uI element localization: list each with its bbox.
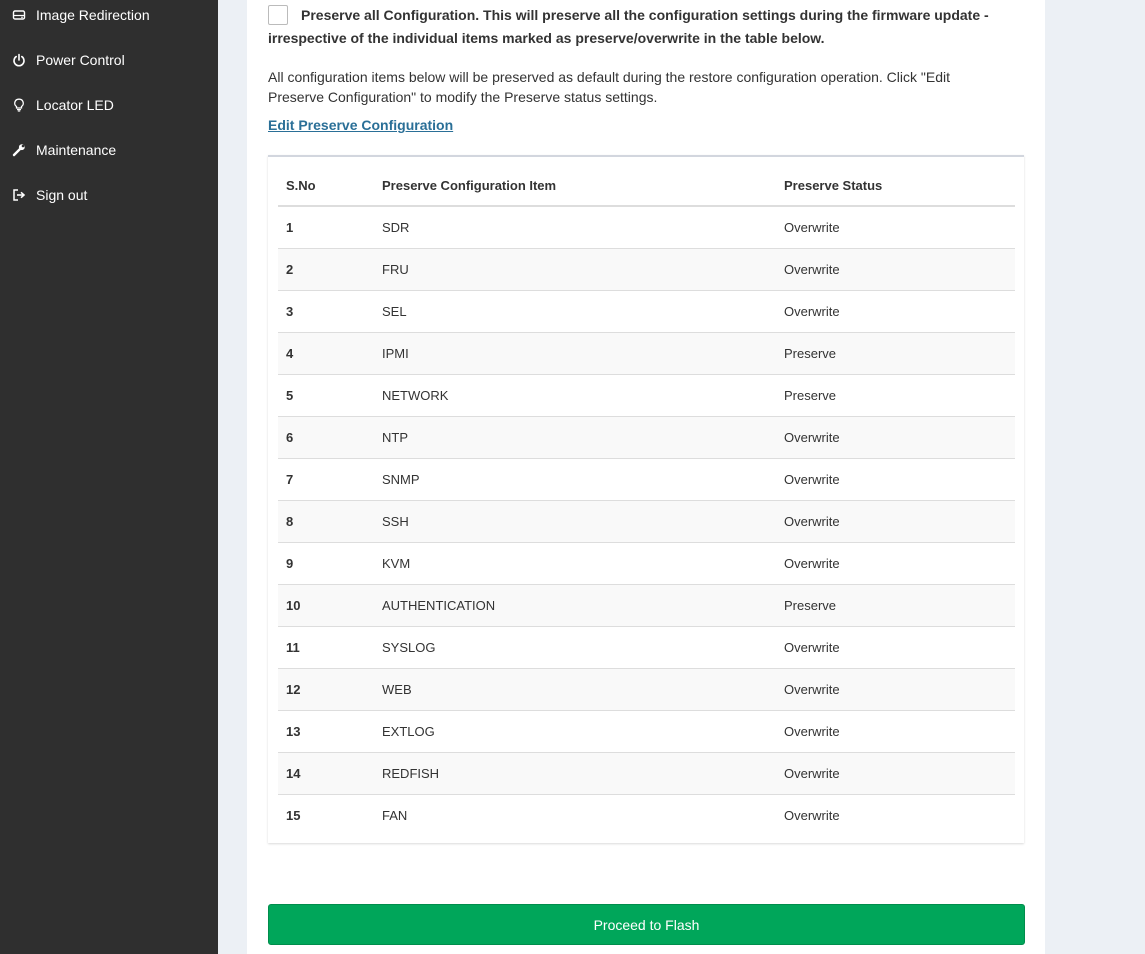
row-sno: 7 [278,459,374,501]
row-item: AUTHENTICATION [374,585,776,627]
lightbulb-icon [12,98,26,112]
hard-drive-icon [12,8,26,22]
table-row [278,375,1015,417]
table-row [278,543,1015,585]
table-row [278,669,1015,711]
row-item: IPMI [374,333,776,375]
row-status: Overwrite [776,417,1015,459]
preserve-all-checkbox[interactable] [268,5,288,25]
edit-preserve-configuration-link[interactable]: Edit Preserve Configuration [268,117,454,133]
row-status: Preserve [776,585,1015,627]
column-header-sno: S.No [278,165,374,206]
row-item: SNMP [374,459,776,501]
row-item: SSH [374,501,776,543]
row-status: Overwrite [776,795,1015,837]
sign-out-icon [12,188,26,202]
row-item: KVM [374,543,776,585]
row-item: NETWORK [374,375,776,417]
table-row [278,417,1015,459]
table-row [278,291,1015,333]
content-panel [247,0,1045,954]
row-sno: 14 [278,753,374,795]
sidebar-item-label: Power Control [36,51,125,68]
row-item: SDR [382,220,410,235]
row-sno: 2 [278,249,374,291]
sidebar-item-label: Image Redirection [36,6,150,23]
row-sno: 6 [278,417,374,459]
row-item: FAN [374,795,776,837]
row-sno: 9 [278,543,374,585]
preserve-all-row [268,4,1028,50]
row-item: REDFISH [374,753,776,795]
proceed-to-flash-button[interactable]: Proceed to Flash [268,904,1025,945]
table-row [278,501,1015,543]
wrench-icon [12,143,26,157]
row-sno: 13 [278,711,374,753]
row-status: Overwrite [776,501,1015,543]
row-sno: 8 [278,501,374,543]
table-row [278,753,1015,795]
row-status: Overwrite [776,711,1015,753]
table-row [278,627,1015,669]
table-row [278,585,1015,627]
row-item: NTP [374,417,776,459]
table-row [278,249,1015,291]
row-sno: 10 [278,585,374,627]
row-status: Overwrite [776,291,1015,333]
row-sno: 15 [278,795,374,837]
table-row [278,711,1015,753]
row-status: Overwrite [776,753,1015,795]
info-text: All configuration items below will be preserved as default during the restore configuration operation. Click "Edit Preserve Configuration" to modify the Preserve status settings. [268,69,950,105]
preserve-configuration-table [278,165,1015,836]
row-sno: 3 [278,291,374,333]
table-row [278,333,1015,375]
row-status: Overwrite [776,543,1015,585]
sidebar-item-locator-led[interactable] [0,82,218,127]
row-item: FRU [374,249,776,291]
sidebar-item-power-control[interactable] [0,37,218,82]
row-sno: 12 [278,669,374,711]
table-row [278,206,1015,249]
table-row [278,459,1015,501]
row-sno: 1 [286,220,294,235]
row-sno: 4 [278,333,374,375]
sidebar-item-maintenance[interactable] [0,127,218,172]
row-item: WEB [374,669,776,711]
preserve-all-label: Preserve all Configuration. This will preserve all the configuration settings during the firmware update - irrespective of the individual items marked as preserve/overwrite in the table below. [268,7,989,46]
row-status: Overwrite [776,249,1015,291]
preserve-table-card [268,155,1024,843]
sidebar [0,0,218,954]
sidebar-item-sign-out[interactable] [0,172,218,217]
row-status: Overwrite [784,220,840,235]
row-item: EXTLOG [374,711,776,753]
row-status: Overwrite [776,669,1015,711]
row-sno: 11 [278,627,374,669]
sidebar-item-image-redirection[interactable] [0,0,218,37]
table-header-row [278,165,1015,206]
row-item: SEL [374,291,776,333]
sidebar-item-label: Sign out [36,186,88,203]
row-status: Overwrite [776,459,1015,501]
row-item: SYSLOG [374,627,776,669]
sidebar-item-label: Maintenance [36,141,117,158]
column-header-status: Preserve Status [776,165,1015,206]
row-status: Overwrite [776,627,1015,669]
power-icon [12,53,26,67]
table-row [278,795,1015,837]
row-status: Preserve [776,333,1015,375]
column-header-item: Preserve Configuration Item [374,165,776,206]
sidebar-item-label: Locator LED [36,96,114,113]
row-sno: 5 [278,375,374,417]
row-status: Preserve [776,375,1015,417]
